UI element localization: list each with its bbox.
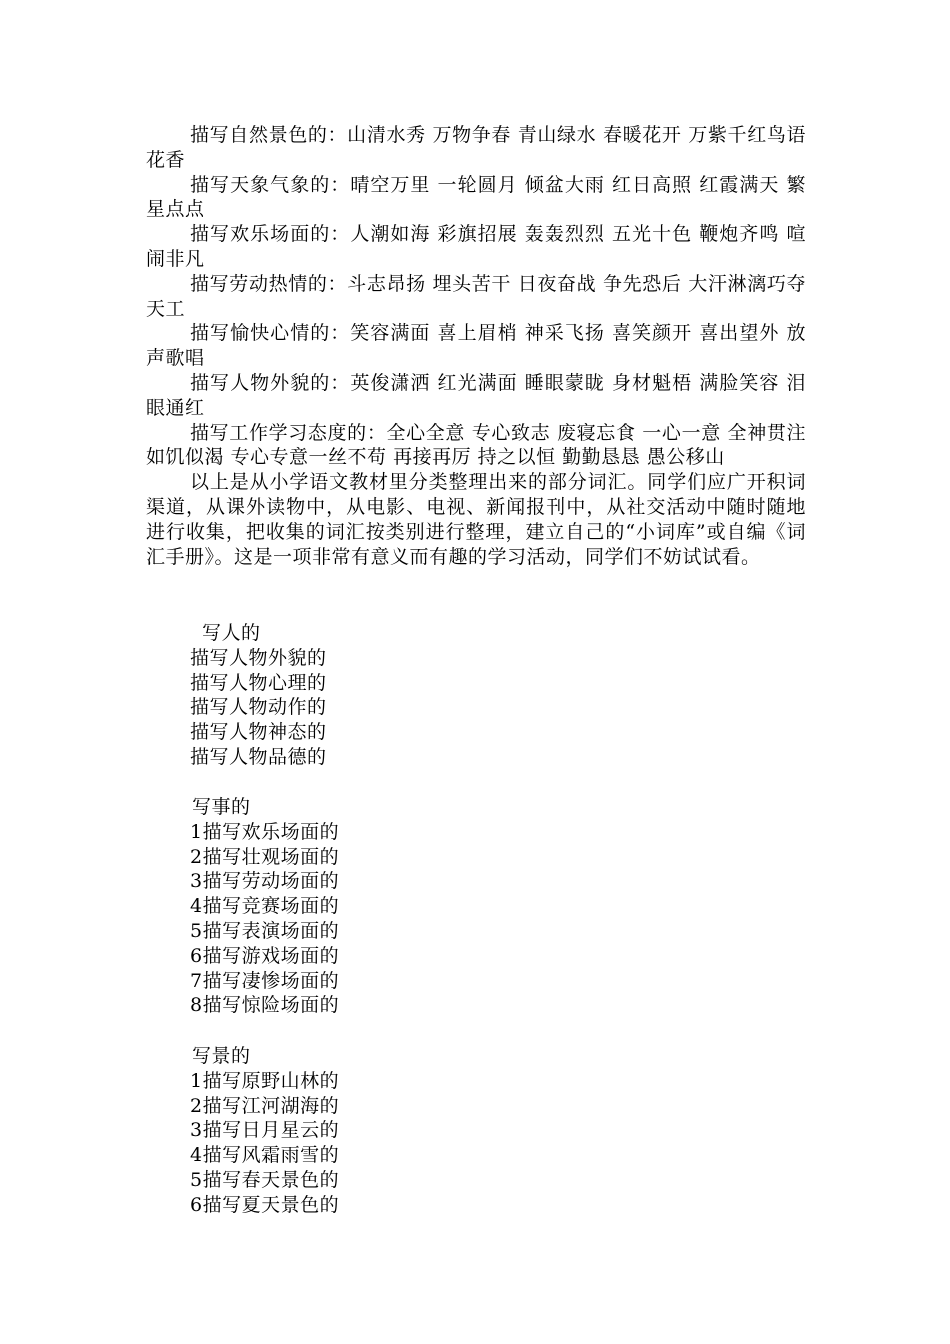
list-item: 2描写江河湖海的 bbox=[190, 1094, 340, 1117]
list-item: 7描写凄惨场面的 bbox=[190, 969, 340, 992]
paragraph-labor-enthusiasm: 描写劳动热情的：斗志昂扬 埋头苦干 日夜奋战 争先恐后 大汗淋漓巧夺天工 bbox=[146, 272, 806, 320]
paragraph-summary: 以上是从小学语文教材里分类整理出来的部分词汇。同学们应广开积词渠道，从课外读物中，从电影、电视、新闻报刊中，从社交活动中随时随地进行收集，把收集的词汇按类别进行整理，建立自己的“小词库”或自编《词汇手册》。这是一项非常有意义而有趣的学习活动，同学们不妨试试看。 bbox=[146, 471, 806, 568]
paragraph-happy-mood: 描写愉快心情的：笑容满面 喜上眉梢 神采飞扬 喜笑颜开 喜出望外 放声歌唱 bbox=[146, 322, 806, 370]
paragraph-weather: 描写天象气象的：晴空万里 一轮圆月 倾盆大雨 红日高照 红霞满天 繁星点点 bbox=[146, 173, 806, 221]
list-item: 描写人物品德的 bbox=[190, 745, 327, 768]
list-item: 1描写原野山林的 bbox=[190, 1069, 340, 1092]
paragraph-joyful-scenes: 描写欢乐场面的：人潮如海 彩旗招展 轰轰烈烈 五光十色 鞭炮齐鸣 喧闹非凡 bbox=[146, 223, 806, 270]
paragraph-appearance: 描写人物外貌的：英俊潇洒 红光满面 睡眼蒙眬 身材魁梧 满脸笑容 泪眼通红 bbox=[146, 371, 806, 419]
vocabulary-paragraphs bbox=[146, 123, 806, 569]
section-writing-scenery bbox=[190, 1044, 490, 1218]
section-heading: 写景的 bbox=[192, 1045, 251, 1067]
section-heading: 写事的 bbox=[192, 796, 251, 818]
paragraph-natural-scenery: 描写自然景色的：山清水秀 万物争春 青山绿水 春暖花开 万紫千红鸟语花香 bbox=[146, 124, 806, 171]
section-writing-events bbox=[190, 795, 490, 1018]
list-item: 8描写惊险场面的 bbox=[190, 994, 340, 1017]
list-item: 1描写欢乐场面的 bbox=[190, 820, 340, 843]
list-item: 4描写风霜雨雪的 bbox=[190, 1144, 340, 1167]
list-item: 4描写竞赛场面的 bbox=[190, 895, 340, 918]
list-item: 2描写壮观场面的 bbox=[190, 845, 340, 868]
list-item: 6描写游戏场面的 bbox=[190, 944, 340, 967]
list-item: 3描写劳动场面的 bbox=[190, 870, 340, 893]
list-item: 6描写夏天景色的 bbox=[190, 1193, 340, 1216]
list-item: 5描写表演场面的 bbox=[190, 919, 340, 942]
list-item: 3描写日月星云的 bbox=[190, 1119, 340, 1142]
list-item: 描写人物外貌的 bbox=[190, 646, 327, 669]
paragraph-work-attitude: 描写工作学习态度的：全心全意 专心致志 废寝忘食 一心一意 全神贯注 如饥似渴 专心专意一丝不苟 再接再厉 持之以恒 勤勤恳恳 愚公移山 bbox=[146, 421, 806, 469]
list-item: 描写人物神态的 bbox=[190, 721, 327, 744]
list-item: 描写人物心理的 bbox=[190, 671, 327, 694]
list-item: 5描写春天景色的 bbox=[190, 1168, 340, 1191]
section-heading: 写人的 bbox=[202, 622, 261, 644]
section-writing-people bbox=[190, 621, 490, 770]
list-item: 描写人物动作的 bbox=[190, 696, 327, 719]
